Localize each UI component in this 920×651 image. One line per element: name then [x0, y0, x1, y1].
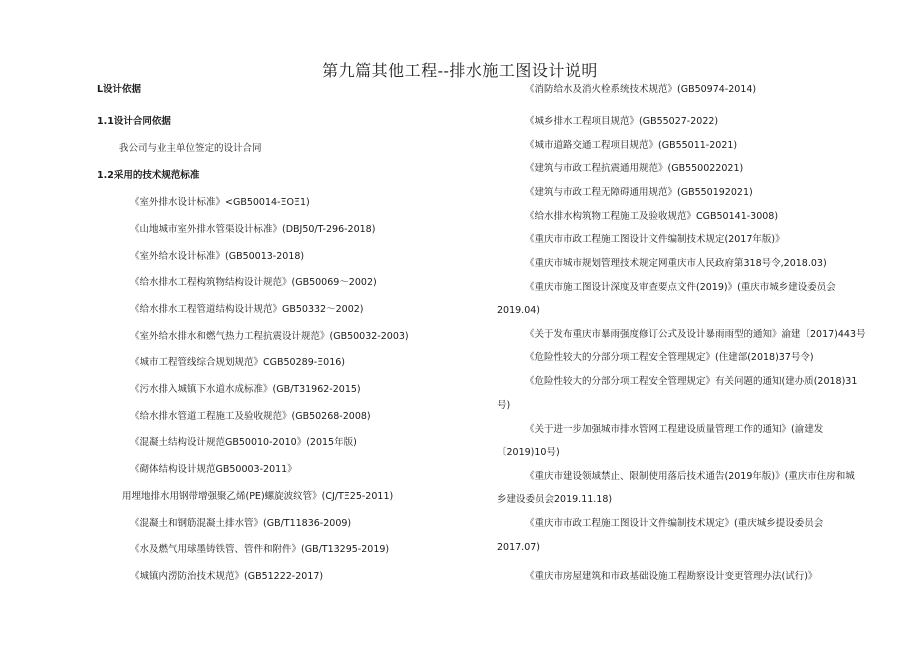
standard-item: 《重庆市城市规划管理技术规定网重庆市人民政府第318号令,2018.03) [525, 258, 827, 269]
standard-item: 《砌体结构设计规范GB50003-2011》 [130, 464, 297, 475]
standard-item: 《山地城市室外排水管渠设计标准》(DBJ50/T-296-2018) [130, 224, 376, 235]
standard-item: 《室外给水设计标准》(GB50013-2018) [130, 251, 305, 262]
standard-item: 《混凝土结构设计规范GB50010-2010》(2015年版) [130, 437, 357, 448]
standard-item: 用埋地排水用钢带增强聚乙烯(PE)螺旋波纹管》(CJ/TΞ25-2011) [122, 491, 394, 502]
standard-item: 《建筑与市政工程无障碍通用规范》(GB550192021) [525, 187, 753, 198]
standard-item: 《消防给水及消火栓系统技术规范》(GB50974-2014) [525, 84, 757, 95]
standard-item: 《给水排水工程管道结构设计规范》GB50332～2002) [130, 304, 364, 315]
standard-item: 《城镇内涝防治技术规范》(GB51222-2017) [130, 571, 324, 582]
standard-item: 《重庆市施工图设计深度及审查要点文件(2019)》(重庆市城乡建设委员会 [525, 282, 836, 293]
section-heading-contract-basis: 1.1设计合同依据 [97, 116, 171, 127]
section-heading-design-basis: L设计依据 [97, 84, 142, 95]
standard-item: 《给水排水构筑物工程施工及验收规范》CGB50141-3008) [525, 211, 779, 222]
contract-text: 我公司与业主单位签定的设计合同 [119, 143, 262, 154]
standard-item: 《混凝土和钢筋混凝土排水管》(GB/T11836-2009) [130, 518, 352, 529]
standard-item: 《给水排水工程构筑物结构设计规范》(GB50069～2002) [130, 277, 377, 288]
section-heading-standards: 1.2采用的技术规范标准 [97, 170, 200, 181]
standard-item: 《重庆市市政工程施工图设计文件编制技术规定》(重庆城乡提设委员会 [525, 518, 824, 529]
standard-item-continued: 2017.07) [497, 542, 540, 553]
standard-item: 《重庆市市政工程施工图设计文件编制技术规定(2017年版)》 [525, 234, 785, 245]
page-title: 第九篇其他工程--排水施工图设计说明 [322, 61, 598, 80]
standard-item-continued: 号) [497, 400, 511, 411]
standard-item: 《重庆市房屋建筑和市政基础设施工程勘察设计变更管理办法(试行)》 [525, 571, 818, 582]
standard-item: 《危险性较大的分部分项工程安全管理规定》有关问题的通知(建办质(2018)31 [525, 376, 858, 387]
standard-item: 《污水排入城镇下水道水成标准》(GB/T31962-2015) [130, 384, 361, 395]
standard-item-continued: 〔2019)10号) [497, 447, 560, 458]
standard-item: 《关于进一步加强城市排水管网工程建设质量管理工作的通知》(渝建发 [525, 424, 824, 435]
standard-item: 《给水排水管道工程施工及验收规范》(GB50268-2008) [130, 411, 371, 422]
standard-item: 《水及燃气用球墨铸铁管、管件和附件》(GB/T13295-2019) [130, 544, 390, 555]
standard-item: 《建筑与市政工程抗震通用规范》(GB550022021) [525, 163, 744, 174]
standard-item: 《关于发布重庆市暴雨强度修订公式及设计暴雨雨型的通知》渝建〔2017)443号 [525, 329, 866, 340]
standard-item: 《室外排水设计标准》<GB50014-ΞOΞ1) [130, 197, 310, 208]
standard-item: 《重庆市建设领域禁止、限制使用落后技术通告(2019年版)》(重庆市住房和城 [525, 471, 855, 482]
standard-item-continued: 2019.04) [497, 305, 540, 316]
standard-item: 《危险性较大的分部分项工程安全管理规定》(住建部(2018)37号令) [525, 352, 814, 363]
standard-item: 《城乡排水工程项目规范》(GB55027-2022) [525, 116, 719, 127]
standard-item-continued: 乡建设委员会2019.11.18) [497, 494, 613, 505]
standard-item: 《城市道路交通工程项目规范》(GB55011-2021) [525, 140, 738, 151]
standard-item: 《室外给水排水和燃气热力工程抗震设计规范》(GB50032-2003) [130, 331, 409, 342]
standard-item: 《城市工程管线综合规划规范》CGB50289-Ξ016) [130, 357, 346, 368]
